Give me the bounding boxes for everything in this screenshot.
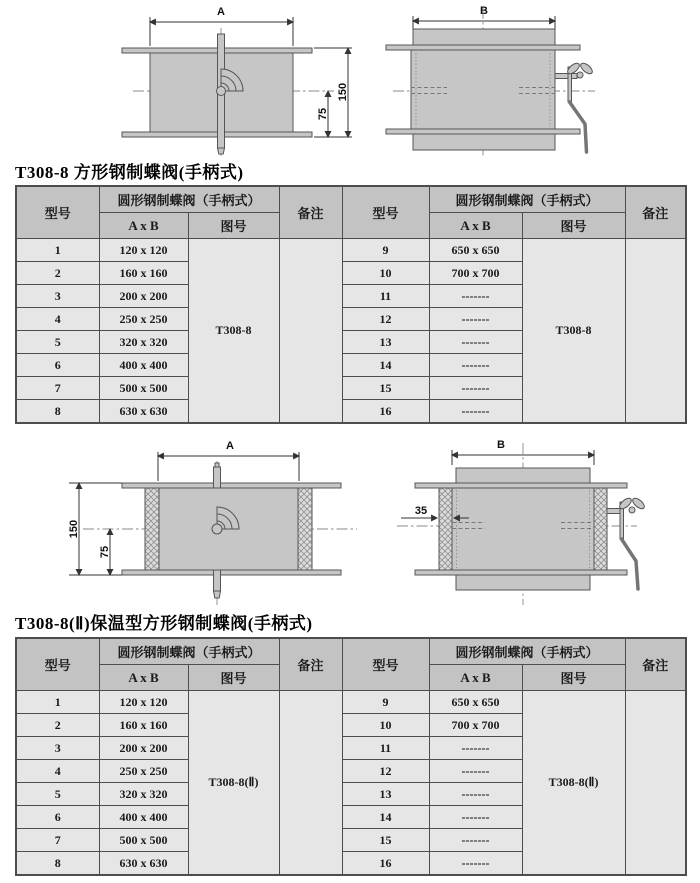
flange-top	[415, 483, 627, 488]
cell-model: 8	[16, 400, 99, 424]
cell-size: 400 x 400	[99, 806, 188, 829]
cell-size: 500 x 500	[99, 829, 188, 852]
col-header-remark: 备注	[279, 186, 342, 239]
cell-remark	[279, 691, 342, 876]
dim-label-150: 150	[68, 519, 80, 539]
cell-drawing-no: T308-8	[522, 239, 625, 424]
cell-model: 5	[16, 783, 99, 806]
col-header-axb: A x B	[99, 213, 188, 239]
cell-model: 2	[16, 714, 99, 737]
cell-model: 16	[342, 400, 429, 424]
col-header-drawing: 图号	[188, 213, 279, 239]
section-title-t308-8-ii: T308-8(Ⅱ)保温型方形钢制蝶阀(手柄式)	[15, 614, 313, 633]
col-header-model: 型号	[16, 186, 99, 239]
valve-body	[411, 50, 555, 129]
col-header-axb: A x B	[429, 665, 522, 691]
cell-size: 320 x 320	[99, 783, 188, 806]
flange-top	[122, 483, 341, 488]
dim-150	[314, 48, 352, 137]
cell-size: 160 x 160	[99, 262, 188, 285]
cell-size: -------	[429, 285, 522, 308]
cell-size: -------	[429, 806, 522, 829]
diagram-square-valve-side	[375, 2, 630, 158]
cell-model: 7	[16, 829, 99, 852]
cell-model: 7	[16, 377, 99, 400]
cell-size: 120 x 120	[99, 239, 188, 262]
cell-model: 1	[16, 691, 99, 714]
section-title-t308-8: T308-8 方形钢制蝶阀(手柄式)	[15, 163, 244, 182]
cell-remark	[279, 239, 342, 424]
cell-size: 650 x 650	[429, 691, 522, 714]
col-header-model: 型号	[16, 638, 99, 691]
cell-model: 6	[16, 354, 99, 377]
cell-model: 3	[16, 737, 99, 760]
cell-model: 13	[342, 331, 429, 354]
cell-size: 120 x 120	[99, 691, 188, 714]
cell-size: -------	[429, 829, 522, 852]
cell-model: 16	[342, 852, 429, 876]
dim-label-75: 75	[99, 545, 111, 559]
diagram-square-valve-front	[100, 2, 360, 158]
cell-size: -------	[429, 354, 522, 377]
header-row	[16, 638, 686, 665]
cell-drawing-no: T308-8	[188, 239, 279, 424]
cell-size: 400 x 400	[99, 354, 188, 377]
diagram-insulated-valve-front	[55, 437, 365, 609]
cell-model: 1	[16, 239, 99, 262]
stem-rod	[555, 74, 577, 79]
col-header-drawing: 图号	[522, 213, 625, 239]
cell-size: 250 x 250	[99, 760, 188, 783]
col-header-remark: 备注	[625, 638, 686, 691]
valve-body	[452, 488, 594, 570]
cell-size: 250 x 250	[99, 308, 188, 331]
col-header-axb: A x B	[429, 213, 522, 239]
cell-model: 4	[16, 308, 99, 331]
cell-model: 15	[342, 829, 429, 852]
cell-size: 200 x 200	[99, 285, 188, 308]
cell-model: 9	[342, 239, 429, 262]
spec-table-t308-8-ii	[15, 637, 687, 876]
cell-size: 700 x 700	[429, 714, 522, 737]
dim-150	[68, 483, 122, 575]
flange-bottom	[415, 570, 627, 575]
duct-top	[456, 468, 590, 483]
handle-mechanism	[555, 61, 594, 152]
table-row	[16, 691, 686, 714]
col-header-model: 型号	[342, 638, 429, 691]
col-header-group: 圆形钢制蝶阀（手柄式）	[429, 186, 625, 213]
dim-a	[158, 440, 299, 481]
col-header-model: 型号	[342, 186, 429, 239]
dim-label-a: A	[217, 6, 225, 18]
cell-size: -------	[429, 737, 522, 760]
cell-model: 13	[342, 783, 429, 806]
cell-model: 8	[16, 852, 99, 876]
cell-model: 11	[342, 285, 429, 308]
cell-drawing-no: T308-8(Ⅱ)	[522, 691, 625, 876]
dim-label-35: 35	[414, 505, 428, 517]
cell-model: 12	[342, 760, 429, 783]
spec-table-t308-8	[15, 185, 687, 424]
handle-lever	[570, 102, 587, 152]
cell-size: -------	[429, 852, 522, 876]
col-header-remark: 备注	[625, 186, 686, 239]
cell-size: 700 x 700	[429, 262, 522, 285]
cell-size: -------	[429, 331, 522, 354]
cell-size: -------	[429, 783, 522, 806]
diagram-insulated-valve-side	[385, 437, 675, 609]
dim-label-150: 150	[337, 82, 349, 102]
cell-model: 6	[16, 806, 99, 829]
cell-size: 200 x 200	[99, 737, 188, 760]
handle-lever	[622, 539, 639, 589]
cell-drawing-no: T308-8(Ⅱ)	[188, 691, 279, 876]
dim-b	[413, 5, 555, 29]
dim-label-75: 75	[317, 107, 329, 121]
cell-model: 10	[342, 714, 429, 737]
cell-size: 160 x 160	[99, 714, 188, 737]
cell-size: -------	[429, 400, 522, 424]
cell-size: -------	[429, 377, 522, 400]
duct-bottom	[456, 575, 590, 590]
cell-size: -------	[429, 308, 522, 331]
col-header-group: 圆形钢制蝶阀（手柄式）	[99, 186, 279, 213]
flange-top	[386, 45, 580, 50]
cell-model: 14	[342, 806, 429, 829]
cell-size: 500 x 500	[99, 377, 188, 400]
cell-model: 14	[342, 354, 429, 377]
col-header-drawing: 图号	[522, 665, 625, 691]
cell-size: 650 x 650	[429, 239, 522, 262]
col-header-group: 圆形钢制蝶阀（手柄式）	[99, 638, 279, 665]
cell-model: 3	[16, 285, 99, 308]
dim-label-b: B	[497, 439, 505, 451]
duct-top	[413, 29, 555, 45]
cell-size: 320 x 320	[99, 331, 188, 354]
col-header-drawing: 图号	[188, 665, 279, 691]
cell-model: 5	[16, 331, 99, 354]
duct-bottom	[413, 134, 555, 150]
cell-model: 12	[342, 308, 429, 331]
cell-size: 630 x 630	[99, 400, 188, 424]
header-row	[16, 186, 686, 213]
cell-model: 10	[342, 262, 429, 285]
cell-model: 15	[342, 377, 429, 400]
col-header-remark: 备注	[279, 638, 342, 691]
cell-model: 11	[342, 737, 429, 760]
cell-size: -------	[429, 760, 522, 783]
dim-label-b: B	[480, 5, 488, 17]
dim-label-a: A	[226, 440, 234, 452]
cell-remark	[625, 239, 686, 424]
cell-model: 2	[16, 262, 99, 285]
cell-size: 630 x 630	[99, 852, 188, 876]
col-header-axb: A x B	[99, 665, 188, 691]
dim-75	[99, 529, 111, 575]
flange-bottom	[122, 570, 341, 575]
table-row	[16, 239, 686, 262]
col-header-group: 圆形钢制蝶阀（手柄式）	[429, 638, 625, 665]
cell-remark	[625, 691, 686, 876]
cell-model: 4	[16, 760, 99, 783]
flange-bottom	[386, 129, 580, 134]
cell-model: 9	[342, 691, 429, 714]
